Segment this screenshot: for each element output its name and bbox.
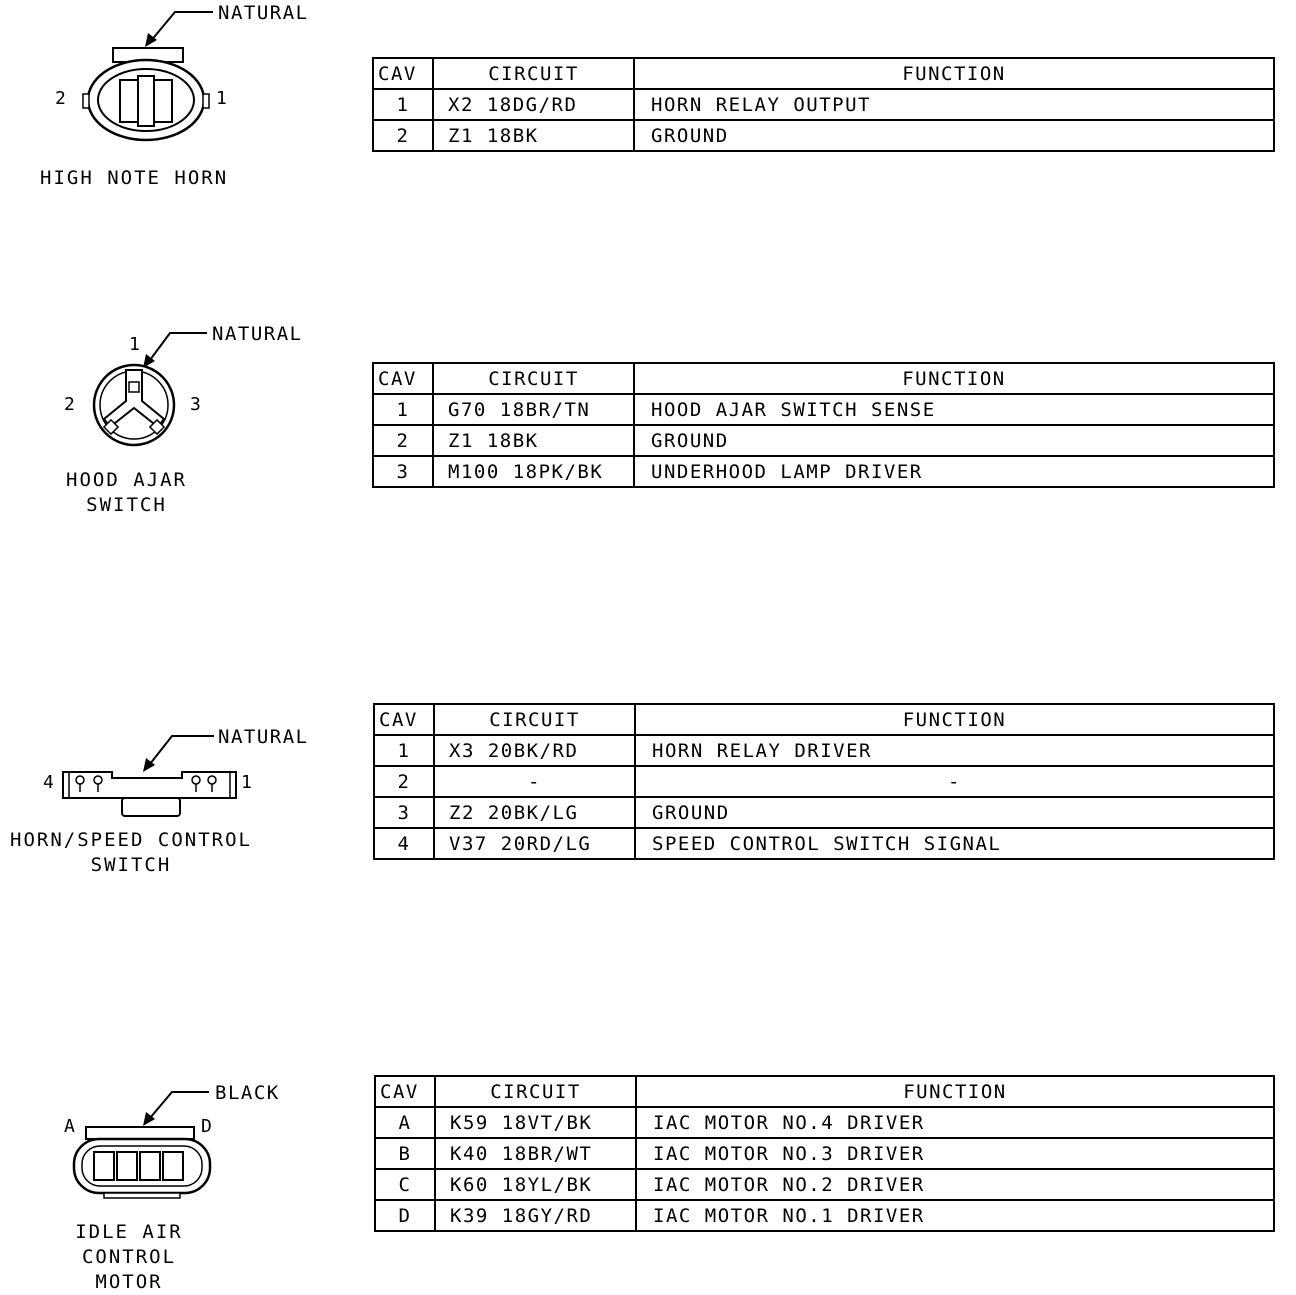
table-row: [375, 1169, 1274, 1200]
cell-function: HORN RELAY DRIVER: [635, 735, 1274, 766]
cell-cav: A: [375, 1107, 435, 1138]
cell-function: GROUND: [634, 425, 1274, 456]
pin-label: 2: [64, 394, 75, 415]
pin-label: 2: [55, 88, 66, 109]
cell-circuit: V37 20RD/LG: [434, 828, 635, 859]
cell-cav: 2: [373, 120, 433, 151]
caption-line: HORN/SPEED CONTROL: [10, 829, 252, 851]
cell-circuit: K59 18VT/BK: [435, 1107, 636, 1138]
cell-cav: 3: [373, 456, 433, 487]
connector-caption: [8, 828, 254, 878]
pin-label: 1: [216, 88, 227, 109]
table-row: [374, 735, 1274, 766]
caption-line: HIGH NOTE HORN: [40, 167, 229, 189]
cell-circuit: X2 18DG/RD: [433, 89, 634, 120]
cell-cav: B: [375, 1138, 435, 1169]
header-circuit: CIRCUIT: [435, 1076, 636, 1107]
table-row: [373, 456, 1274, 487]
pinout-table-high-note-horn: [372, 57, 1275, 152]
header-cav: CAV: [373, 58, 433, 89]
cell-cav: 2: [374, 766, 434, 797]
connector-high-note-horn: [0, 0, 340, 200]
table-row: [374, 828, 1274, 859]
cell-cav: 2: [373, 425, 433, 456]
table-row: [373, 89, 1274, 120]
header-cav: CAV: [375, 1076, 435, 1107]
table-row: [374, 766, 1274, 797]
caption-line: IDLE AIR: [75, 1221, 183, 1243]
cell-function: IAC MOTOR NO.3 DRIVER: [636, 1138, 1274, 1169]
cell-function: IAC MOTOR NO.1 DRIVER: [636, 1200, 1274, 1231]
cell-function: GROUND: [635, 797, 1274, 828]
cell-cav: 1: [374, 735, 434, 766]
table-row: [373, 425, 1274, 456]
cell-circuit: K39 18GY/RD: [435, 1200, 636, 1231]
table-header-row: [374, 704, 1274, 735]
cell-cav: 3: [374, 797, 434, 828]
header-cav: CAV: [373, 363, 433, 394]
header-function: FUNCTION: [635, 704, 1274, 735]
caption-line: HOOD AJAR: [66, 469, 187, 491]
connector-hood-ajar-switch: [0, 318, 340, 528]
cell-circuit: Z2 20BK/LG: [434, 797, 635, 828]
connector-caption: [40, 166, 228, 191]
header-function: FUNCTION: [636, 1076, 1274, 1107]
table-row: [375, 1138, 1274, 1169]
caption-line: CONTROL: [81, 1246, 177, 1268]
cell-function: UNDERHOOD LAMP DRIVER: [634, 456, 1274, 487]
pinout-table-horn-speed-control-switch: [373, 703, 1275, 860]
table-row: [374, 797, 1274, 828]
header-circuit: CIRCUIT: [433, 363, 634, 394]
header-function: FUNCTION: [634, 363, 1274, 394]
table-row: [373, 394, 1274, 425]
cell-circuit: G70 18BR/TN: [433, 394, 634, 425]
cell-circuit: Z1 18BK: [433, 120, 634, 151]
pin-label: 3: [190, 394, 201, 415]
cell-function: GROUND: [634, 120, 1274, 151]
cell-circuit: Z1 18BK: [433, 425, 634, 456]
table-header-row: [373, 58, 1274, 89]
cell-cav: C: [375, 1169, 435, 1200]
cell-circuit: K60 18YL/BK: [435, 1169, 636, 1200]
connector-color-label: NATURAL: [212, 323, 303, 345]
cell-function: IAC MOTOR NO.2 DRIVER: [636, 1169, 1274, 1200]
cell-cav: 1: [373, 89, 433, 120]
caption-line: SWITCH: [90, 854, 172, 876]
header-function: FUNCTION: [634, 58, 1274, 89]
header-circuit: CIRCUIT: [433, 58, 634, 89]
cell-function: HORN RELAY OUTPUT: [634, 89, 1274, 120]
pin-label: A: [64, 1116, 75, 1137]
table-header-row: [373, 363, 1274, 394]
table-row: [375, 1107, 1274, 1138]
cell-circuit: -: [434, 766, 635, 797]
connector-idle-air-control-motor: [0, 1076, 340, 1294]
cell-function: HOOD AJAR SWITCH SENSE: [634, 394, 1274, 425]
cell-cav: D: [375, 1200, 435, 1231]
cell-function: IAC MOTOR NO.4 DRIVER: [636, 1107, 1274, 1138]
table-row: [373, 120, 1274, 151]
cell-circuit: K40 18BR/WT: [435, 1138, 636, 1169]
pin-label: 1: [241, 772, 252, 793]
cell-cav: 1: [373, 394, 433, 425]
table-row: [375, 1200, 1274, 1231]
caption-line: SWITCH: [86, 494, 167, 516]
cell-cav: 4: [374, 828, 434, 859]
connector-color-label: BLACK: [215, 1082, 280, 1104]
pin-label: 4: [43, 772, 54, 793]
table-header-row: [375, 1076, 1274, 1107]
cell-function: -: [635, 766, 1274, 797]
pinout-table-idle-air-control-motor: [374, 1075, 1275, 1232]
cell-circuit: M100 18PK/BK: [433, 456, 634, 487]
caption-line: MOTOR: [95, 1271, 163, 1293]
connector-caption: [74, 1220, 184, 1295]
header-circuit: CIRCUIT: [434, 704, 635, 735]
connector-color-label: NATURAL: [218, 726, 309, 748]
cell-circuit: X3 20BK/RD: [434, 735, 635, 766]
connector-color-label: NATURAL: [218, 2, 309, 24]
connector-horn-speed-control-switch: [0, 720, 340, 890]
connector-caption: [66, 468, 187, 518]
pin-label: 1: [129, 334, 140, 355]
cell-function: SPEED CONTROL SWITCH SIGNAL: [635, 828, 1274, 859]
header-cav: CAV: [374, 704, 434, 735]
pin-label: D: [201, 1116, 212, 1137]
pinout-table-hood-ajar-switch: [372, 362, 1275, 488]
